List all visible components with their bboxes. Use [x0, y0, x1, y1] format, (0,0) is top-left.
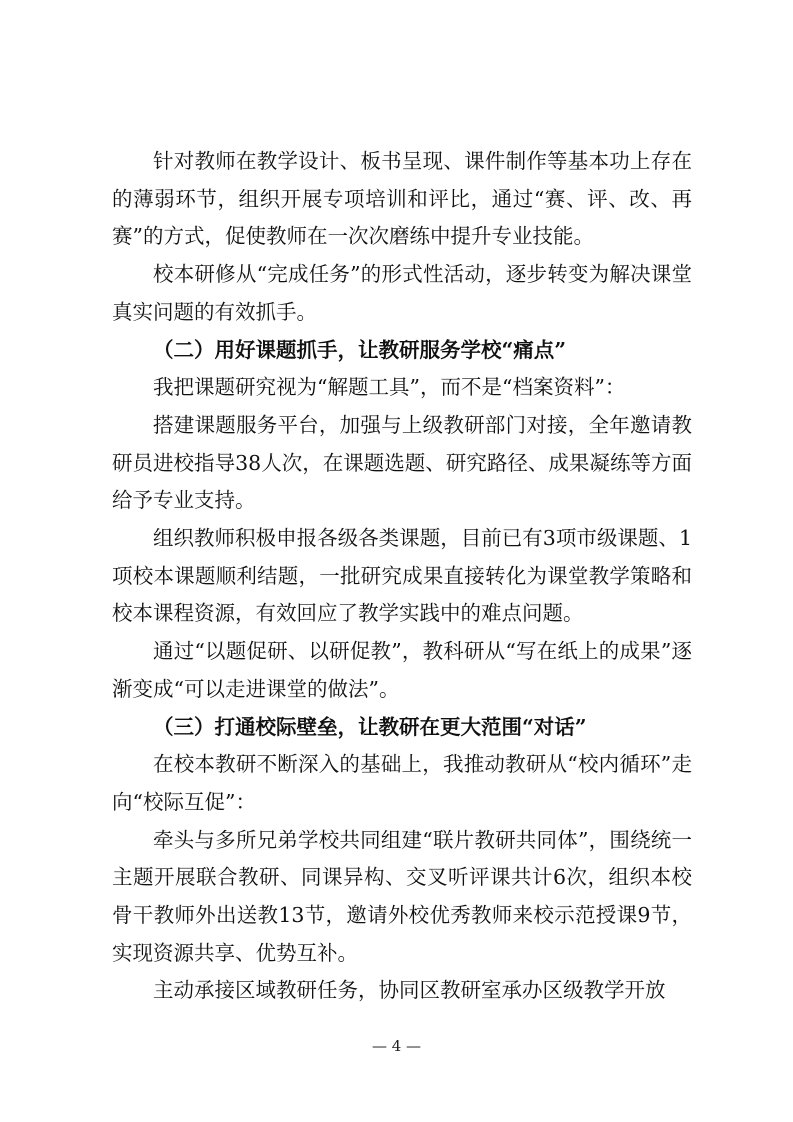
- section-heading-3: （三）打通校际壁垒，让教研在更大范围“对话”: [153, 714, 587, 739]
- paragraph-inter-school: 在校本教研不断深入的基础上，我推动教研从“校内循环”走向“校际互促”：: [112, 752, 692, 814]
- paragraph-research-to-practice: 通过“以题促研、以研促教”，教科研从“写在纸上的成果”逐渐变成“可以走进课堂的做法”。: [112, 639, 692, 701]
- paragraph-regional-tasks: 主动承接区域教研任务，协同区教研室承办区级教学开放: [153, 978, 666, 1003]
- paragraph-research-platform: 搭建课题服务平台，加强与上级教研部门对接，全年邀请教研员进校指导38人次，在课题选题、研究路径、成果凝练等方面给予专业支持。: [112, 412, 692, 513]
- section-heading-2: （二）用好课题抓手，让教研服务学校“痛点”: [153, 337, 567, 362]
- paragraph-school-training-shift: 校本研修从“完成任务”的形式性活动，逐步转变为解决课堂真实问题的有效抓手。: [112, 262, 692, 324]
- page-number: — 4 —: [371, 1037, 422, 1055]
- paragraph-basic-skills-training: 针对教师在教学设计、板书呈现、课件制作等基本功上存在的薄弱环节，组织开展专项培训和评比，通过“赛、评、改、再赛”的方式，促使教师在一次次磨练中提升专业技能。: [112, 149, 692, 249]
- document-body: [112, 143, 692, 1010]
- paragraph-joint-research-community: 牵头与多所兄弟学校共同组建“联片教研共同体”，围绕统一主题开展联合教研、同课异构、交叉听评课共计6次，组织本校骨干教师外出送教13节，邀请外校优秀教师来校示范授课9节，实现资源共享、优势互补。: [112, 827, 692, 965]
- paragraph-project-applications: 组织教师积极申报各级各类课题，目前已有3项市级课题、1项校本课题顺利结题，一批研究成果直接转化为课堂教学策略和校本课程资源，有效回应了教学实践中的难点问题。: [112, 526, 692, 626]
- paragraph-research-tool: 我把课题研究视为“解题工具”，而不是“档案资料”：: [153, 375, 626, 400]
